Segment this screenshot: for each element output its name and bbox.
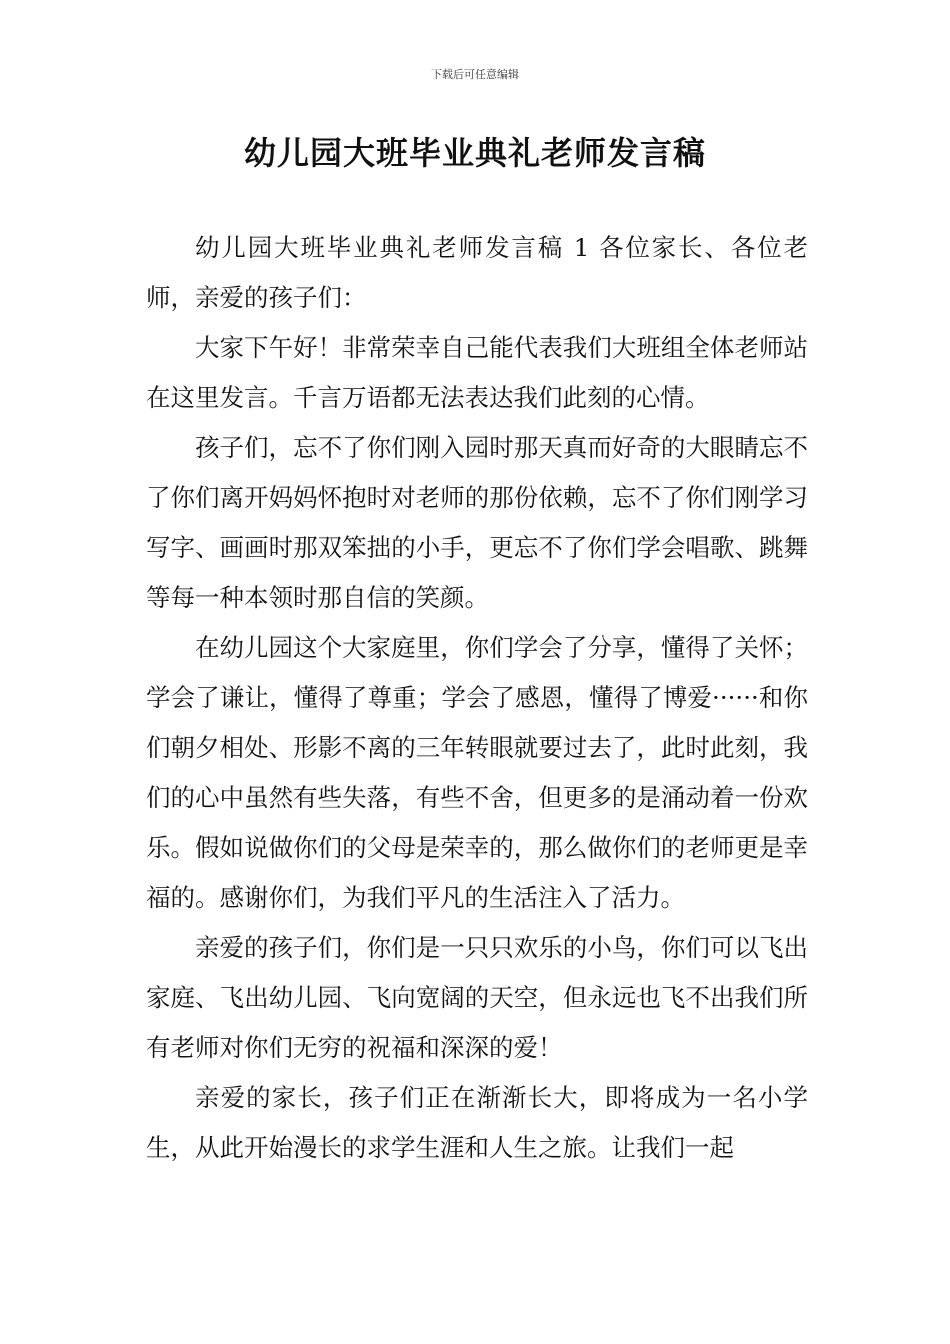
paragraph: 孩子们，忘不了你们刚入园时那天真而好奇的大眼睛忘不了你们离开妈妈怀抱时对老师的那份依赖，忘不了你们刚学习写字、画画时那双笨拙的小手，更忘不了你们学会唱歌、跳舞等每一种本领时那自信的笑颜。 [146,433,808,612]
paragraph: 大家下午好！非常荣幸自己能代表我们大班组全体老师站在这里发言。千言万语都无法表达我们此刻的心情。 [146,333,808,412]
document-title: 幼儿园大班毕业典礼老师发言稿 [243,134,706,172]
paragraph: 在幼儿园这个大家庭里，你们学会了分享，懂得了关怀；学会了谦让，懂得了尊重；学会了感恩，懂得了博爱······和你们朝夕相处、形影不离的三年转眼就要过去了，此时此刻，我们的心中虽然有些失落，有些不舍，但更多的是涌动着一份欢乐。假如说做你们的父母是荣幸的，那么做你们的老师更是幸福的。感谢你们，为我们平凡的生活注入了活力。 [146,633,808,912]
paragraph: 亲爱的孩子们，你们是一只只欢乐的小鸟，你们可以飞出家庭、飞出幼儿园、飞向宽阔的天空，但永远也飞不出我们所有老师对你们无穷的祝福和深深的爱！ [146,933,808,1062]
paragraph: 幼儿园大班毕业典礼老师发言稿 1 各位家长、各位老师，亲爱的孩子们： [146,233,808,312]
document-body [146,223,808,1173]
paragraph: 亲爱的家长，孩子们正在渐渐长大，即将成为一名小学生，从此开始漫长的求学生涯和人生之旅。让我们一起 [146,1083,808,1162]
header-note: 下载后可任意编辑 [431,68,519,81]
